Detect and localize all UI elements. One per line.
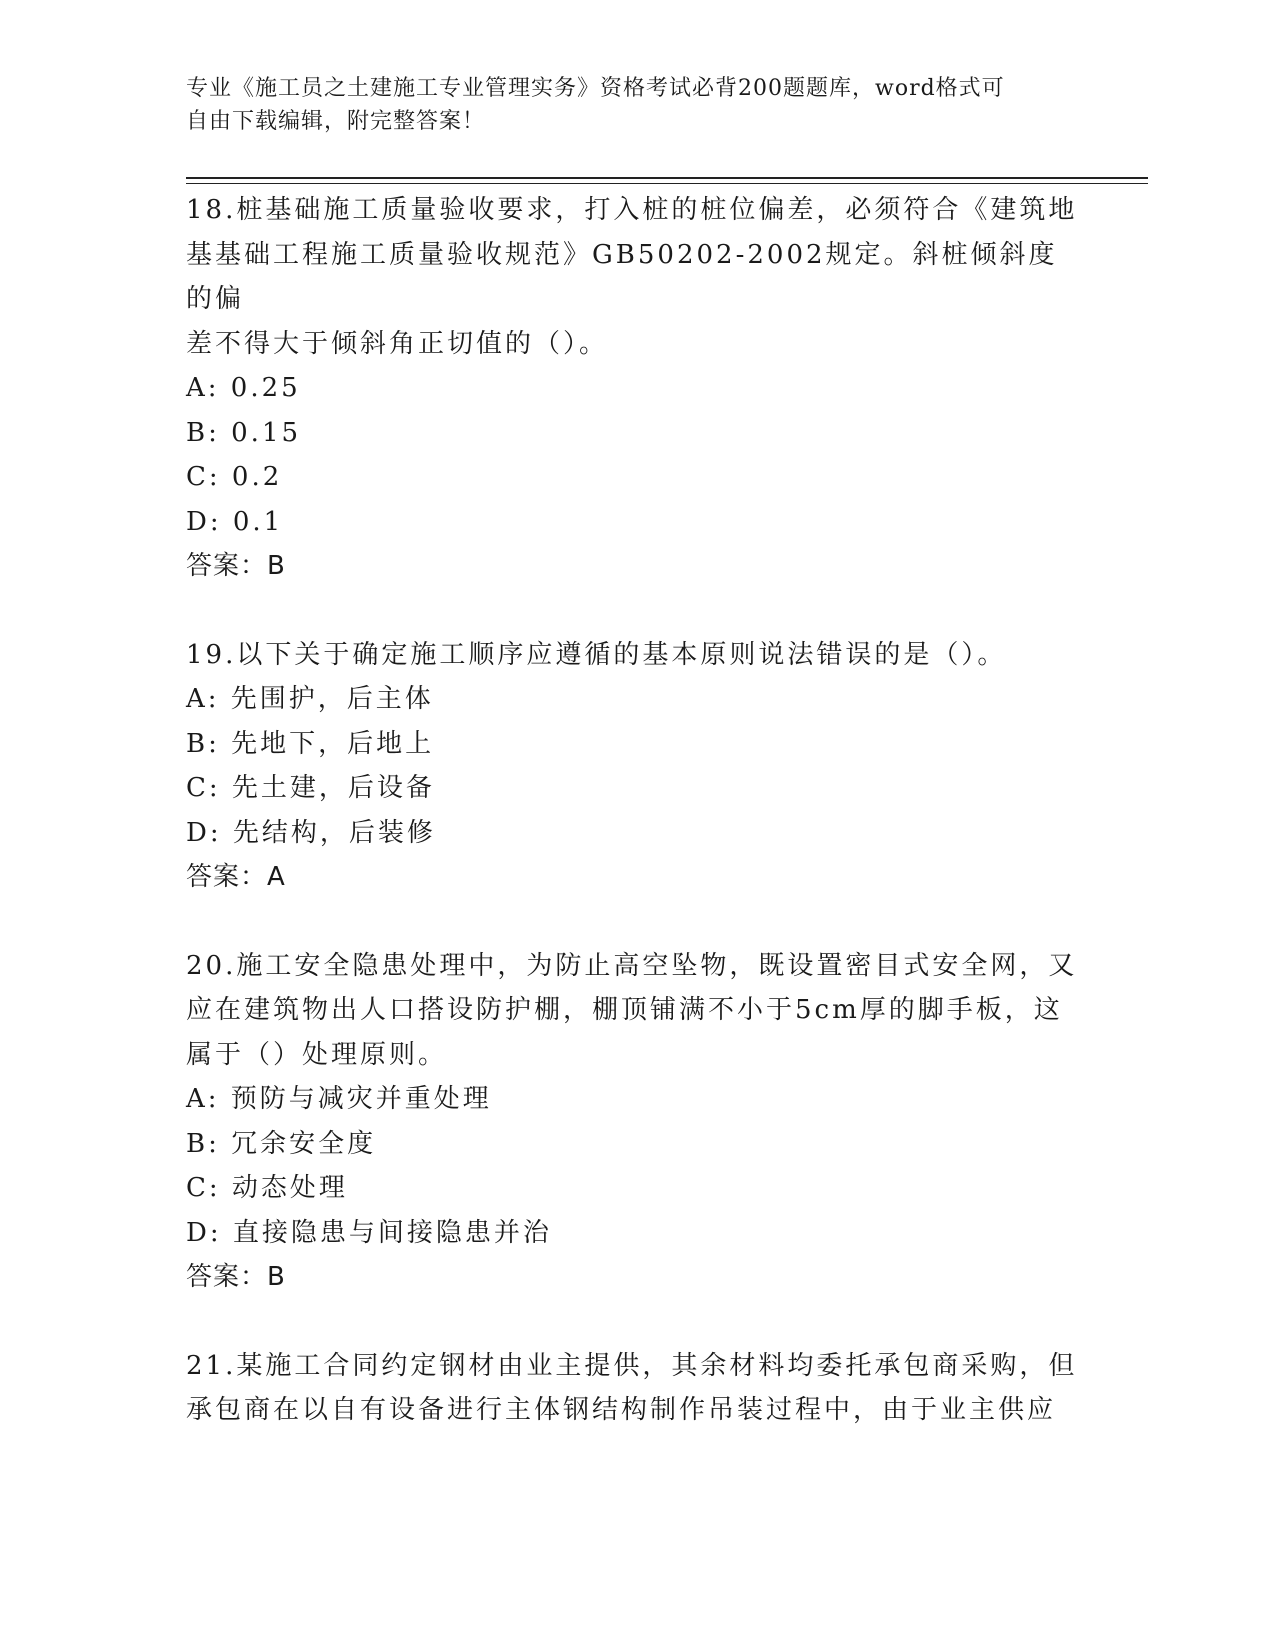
option-c: C: 动态处理: [186, 1173, 348, 1203]
option-d: D: 先结构，后装修: [186, 817, 436, 848]
question-19: [186, 633, 1086, 900]
option-d: D: 直接隐患与间接隐患并治: [186, 1217, 552, 1248]
question-line: 21.某施工合同约定钢材由业主提供，其余材料均委托承包商采购，但: [186, 1350, 1078, 1381]
question-line: 20.施工安全隐患处理中，为防止高空坠物，既设置密目式安全网，又: [186, 950, 1078, 981]
question-line: 差不得大于倾斜角正切值的（）。: [186, 328, 609, 359]
question-line: 18.桩基础施工质量验收要求，打入桩的桩位偏差，必须符合《建筑地: [186, 195, 1078, 225]
option-d: D: 0.1: [186, 506, 284, 537]
answer-label: 答案：B: [186, 1262, 286, 1292]
question-18: [186, 188, 1086, 589]
option-a: A: 先围护，后主体: [186, 684, 434, 714]
header-rule-thin: [186, 183, 1148, 184]
header-rule-thick: [186, 177, 1148, 179]
option-b: B: 0.15: [186, 417, 302, 448]
question-line: 应在建筑物出人口搭设防护棚，棚顶铺满不小于5cm厚的脚手板，这: [186, 995, 1063, 1025]
question-20: [186, 944, 1086, 1300]
option-a: A: 0.25: [186, 373, 301, 403]
question-21: [186, 1344, 1086, 1433]
option-c: C: 0.2: [186, 462, 283, 492]
answer-label: 答案：B: [186, 551, 286, 581]
header-line-1: 专业《施工员之土建施工专业管理实务》资格考试必背200题题库，word格式可: [186, 76, 1005, 101]
option-b: B: 冗余安全度: [186, 1128, 377, 1159]
question-line: 属于（）处理原则。: [186, 1039, 448, 1070]
header-line-2: 自由下载编辑，附完整答案！: [186, 109, 486, 134]
document-header: [186, 72, 1066, 138]
question-line: 19.以下关于确定施工顺序应遵循的基本原则说法错误的是（）。: [186, 639, 1007, 670]
question-line: 承包商在以自有设备进行主体钢结构制作吊装过程中，由于业主供应: [186, 1395, 1057, 1425]
answer-label: 答案：A: [186, 862, 286, 892]
option-a: A: 预防与减灾并重处理: [186, 1084, 492, 1114]
question-list: [186, 188, 1086, 1477]
question-line: 基基础工程施工质量验收规范》GB50202-2002规定。斜桩倾斜度的偏: [186, 239, 1058, 314]
option-c: C: 先土建，后设备: [186, 773, 435, 803]
option-b: B: 先地下，后地上: [186, 728, 435, 759]
